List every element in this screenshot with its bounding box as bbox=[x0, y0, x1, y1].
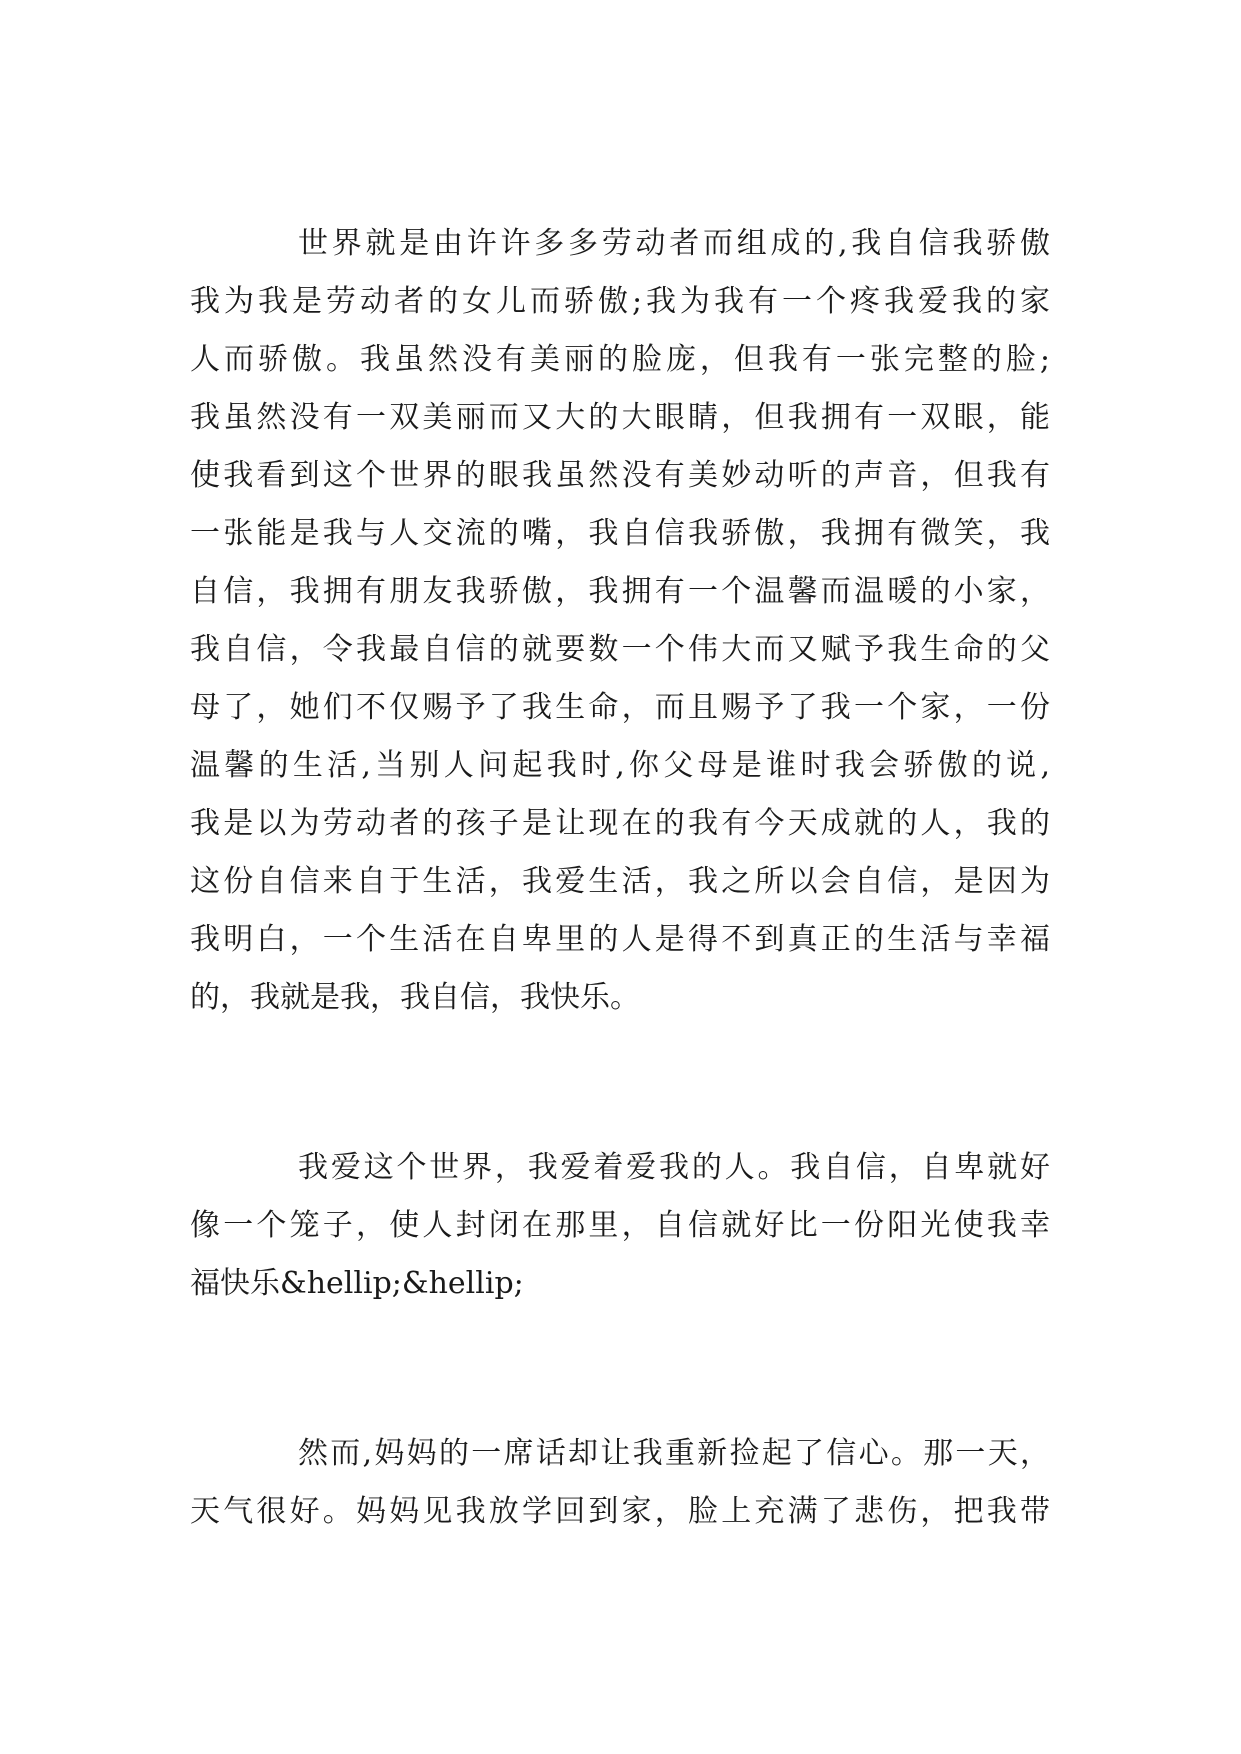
paragraph-line: 的，我就是我，我自信，我快乐。 bbox=[190, 980, 640, 1015]
paragraph-line: 然而,妈妈的一席话却让我重新捡起了信心。那一天， bbox=[298, 1436, 1050, 1471]
paragraph-line: 福快乐&hellip;&hellip; bbox=[190, 1266, 524, 1301]
paragraph-line: 自信，我拥有朋友我骄傲，我拥有一个温馨而温暖的小家， bbox=[190, 574, 1050, 609]
paragraph-line: 母了，她们不仅赐予了我生命，而且赐予了我一个家，一份 bbox=[190, 690, 1050, 725]
paragraph-line: 我虽然没有一双美丽而又大的大眼睛，但我拥有一双眼，能 bbox=[190, 400, 1050, 435]
paragraph-line: 我是以为劳动者的孩子是让现在的我有今天成就的人，我的 bbox=[190, 806, 1050, 841]
paragraph-line: 天气很好。妈妈见我放学回到家，脸上充满了悲伤，把我带 bbox=[190, 1494, 1050, 1529]
paragraph-line: 一张能是我与人交流的嘴，我自信我骄傲，我拥有微笑，我 bbox=[190, 516, 1050, 551]
paragraph-line: 温馨的生活,当别人问起我时,你父母是谁时我会骄傲的说, bbox=[190, 748, 1050, 783]
paragraph-line: 使我看到这个世界的眼我虽然没有美妙动听的声音，但我有 bbox=[190, 458, 1050, 493]
paragraph-line: 我自信，令我最自信的就要数一个伟大而又赋予我生命的父 bbox=[190, 632, 1050, 667]
paragraph-line: 人而骄傲。我虽然没有美丽的脸庞，但我有一张完整的脸; bbox=[190, 342, 1050, 377]
paragraph-line: 世界就是由许许多多劳动者而组成的,我自信我骄傲 bbox=[298, 226, 1050, 261]
paragraph-line: 我为我是劳动者的女儿而骄傲;我为我有一个疼我爱我的家 bbox=[190, 284, 1050, 319]
paragraph-line: 我爱这个世界，我爱着爱我的人。我自信，自卑就好 bbox=[298, 1150, 1050, 1185]
paragraph-line: 这份自信来自于生活，我爱生活，我之所以会自信，是因为 bbox=[190, 864, 1050, 899]
paragraph-line: 我明白，一个生活在自卑里的人是得不到真正的生活与幸福 bbox=[190, 922, 1050, 957]
paragraph-line: 像一个笼子，使人封闭在那里，自信就好比一份阳光使我幸 bbox=[190, 1208, 1050, 1243]
